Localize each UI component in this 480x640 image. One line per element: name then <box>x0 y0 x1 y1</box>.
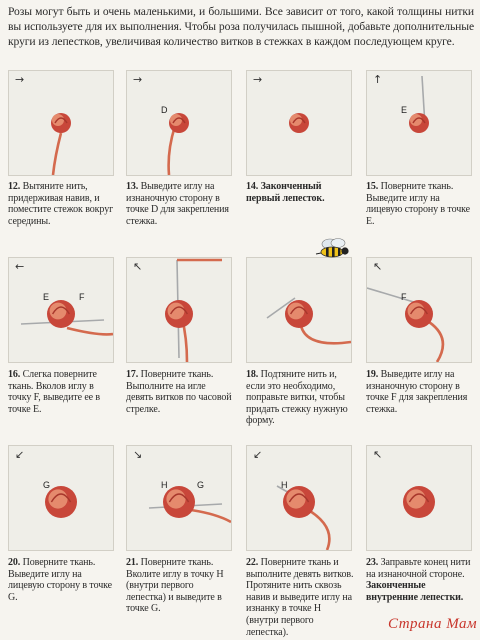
svg-text:↙: ↙ <box>253 448 263 461</box>
svg-text:→: → <box>15 73 25 86</box>
site-logo: Страна Мам <box>388 616 478 632</box>
svg-text:↙: ↙ <box>15 448 25 461</box>
rose-illustration <box>247 71 351 175</box>
rose-illustration <box>367 258 471 362</box>
step-text-bold: Законченный первый лепесток. <box>246 181 325 204</box>
step-photo <box>366 70 472 176</box>
step-caption <box>366 181 474 227</box>
step-caption <box>246 557 354 638</box>
step-caption <box>8 557 116 603</box>
svg-text:←: ← <box>15 260 25 273</box>
svg-text:↑: ↑ <box>373 73 383 86</box>
step-text: Поверните ткань. Выполните на игле девять витков по часовой стрелке. <box>126 369 232 415</box>
point-label: H <box>281 480 288 490</box>
rose-illustration <box>367 71 471 175</box>
step-photo <box>8 257 114 363</box>
svg-text:→: → <box>133 73 143 86</box>
svg-text:↘: ↘ <box>133 448 143 461</box>
step-photo <box>126 445 232 551</box>
step-photo <box>366 257 472 363</box>
step-number: 21. <box>126 557 141 568</box>
svg-text:↖: ↖ <box>133 260 143 273</box>
step-caption <box>8 369 116 415</box>
step-text-bold: Законченные внутренние лепестки. <box>366 580 464 603</box>
step-text: Выведите иглу на изнаночную сторону в точке F для закрепления стежка. <box>366 369 468 415</box>
step-photo <box>246 70 352 176</box>
step-text: Поверните ткань и выполните девять витков. Протяните нить сквозь навив и выведите иглу на изнанку в точке H (внутри первого лепестка). <box>246 557 354 638</box>
step-number: 22. <box>246 557 261 568</box>
step-text: Выведите иглу на изнаночную сторону в точке D для закрепления стежка. <box>126 181 229 227</box>
step-text: Заправьте конец нити на изнаночной стороне. <box>366 557 471 580</box>
point-label: E <box>401 105 408 115</box>
step-number: 19. <box>366 369 381 380</box>
point-label: D <box>161 105 168 115</box>
step-text: Поверните ткань. Вколите иглу в точку H (внутри первого лепестка) и выведите в точке G. <box>126 557 224 615</box>
step-number: 18. <box>246 369 261 380</box>
rose-illustration <box>127 446 231 550</box>
step-text: Вытяните нить, придерживая навив, и поместите стежок вокруг середины. <box>8 181 114 227</box>
step-number: 15. <box>366 181 381 192</box>
point-label: F <box>79 292 85 302</box>
step-caption <box>246 181 354 204</box>
step-number: 17. <box>126 369 141 380</box>
bee-icon <box>312 236 354 262</box>
step-photo <box>366 445 472 551</box>
step-caption <box>366 369 474 415</box>
step-number: 14. <box>246 181 261 192</box>
point-label: H <box>161 480 168 490</box>
step-photo <box>8 70 114 176</box>
rose-illustration <box>367 446 471 550</box>
step-caption <box>246 369 354 427</box>
rose-illustration <box>247 258 351 362</box>
step-number: 20. <box>8 557 23 568</box>
step-text: Поверните ткань. Выведите иглу на лицевую сторону в точке G. <box>8 557 112 603</box>
rose-illustration <box>9 258 113 362</box>
step-number: 13. <box>126 181 141 192</box>
point-label: E <box>43 292 50 302</box>
step-text: Подтяните нить и, если это необходимо, поправьте витки, чтобы придать стежку нужную форму. <box>246 369 348 427</box>
step-text: Слегка поверните ткань. Вколов иглу в точку F, выведите ее в точке E. <box>8 369 101 415</box>
point-label: G <box>197 480 205 490</box>
step-caption <box>126 181 234 227</box>
rose-illustration <box>247 446 351 550</box>
step-caption <box>126 369 234 415</box>
step-text: Поверните ткань. Выведите иглу на лицевую сторону в точке E. <box>366 181 470 227</box>
rose-illustration <box>9 71 113 175</box>
step-photo <box>246 445 352 551</box>
step-photo <box>246 257 352 363</box>
step-number: 23. <box>366 557 381 568</box>
rose-illustration <box>127 71 231 175</box>
step-number: 16. <box>8 369 23 380</box>
step-photo <box>8 445 114 551</box>
rose-illustration <box>127 258 231 362</box>
step-number: 12. <box>8 181 23 192</box>
svg-text:↖: ↖ <box>373 448 383 461</box>
step-caption <box>8 181 116 227</box>
point-label: G <box>43 480 51 490</box>
point-label: F <box>401 292 407 302</box>
step-photo <box>126 70 232 176</box>
step-photo <box>126 257 232 363</box>
step-caption <box>126 557 234 615</box>
svg-text:→: → <box>253 73 263 86</box>
step-caption <box>366 557 474 603</box>
svg-text:↖: ↖ <box>373 260 383 273</box>
intro-text: Розы могут быть и очень маленькими, и большими. Все зависит от того, какой толщины нитки вы используете для их выполнения. Чтобы роза получилась пышной, добавьте дополнительные круги из лепестков, увеличивая количество витков в стежках в каждом последующем круге. <box>8 5 474 48</box>
rose-illustration <box>9 446 113 550</box>
